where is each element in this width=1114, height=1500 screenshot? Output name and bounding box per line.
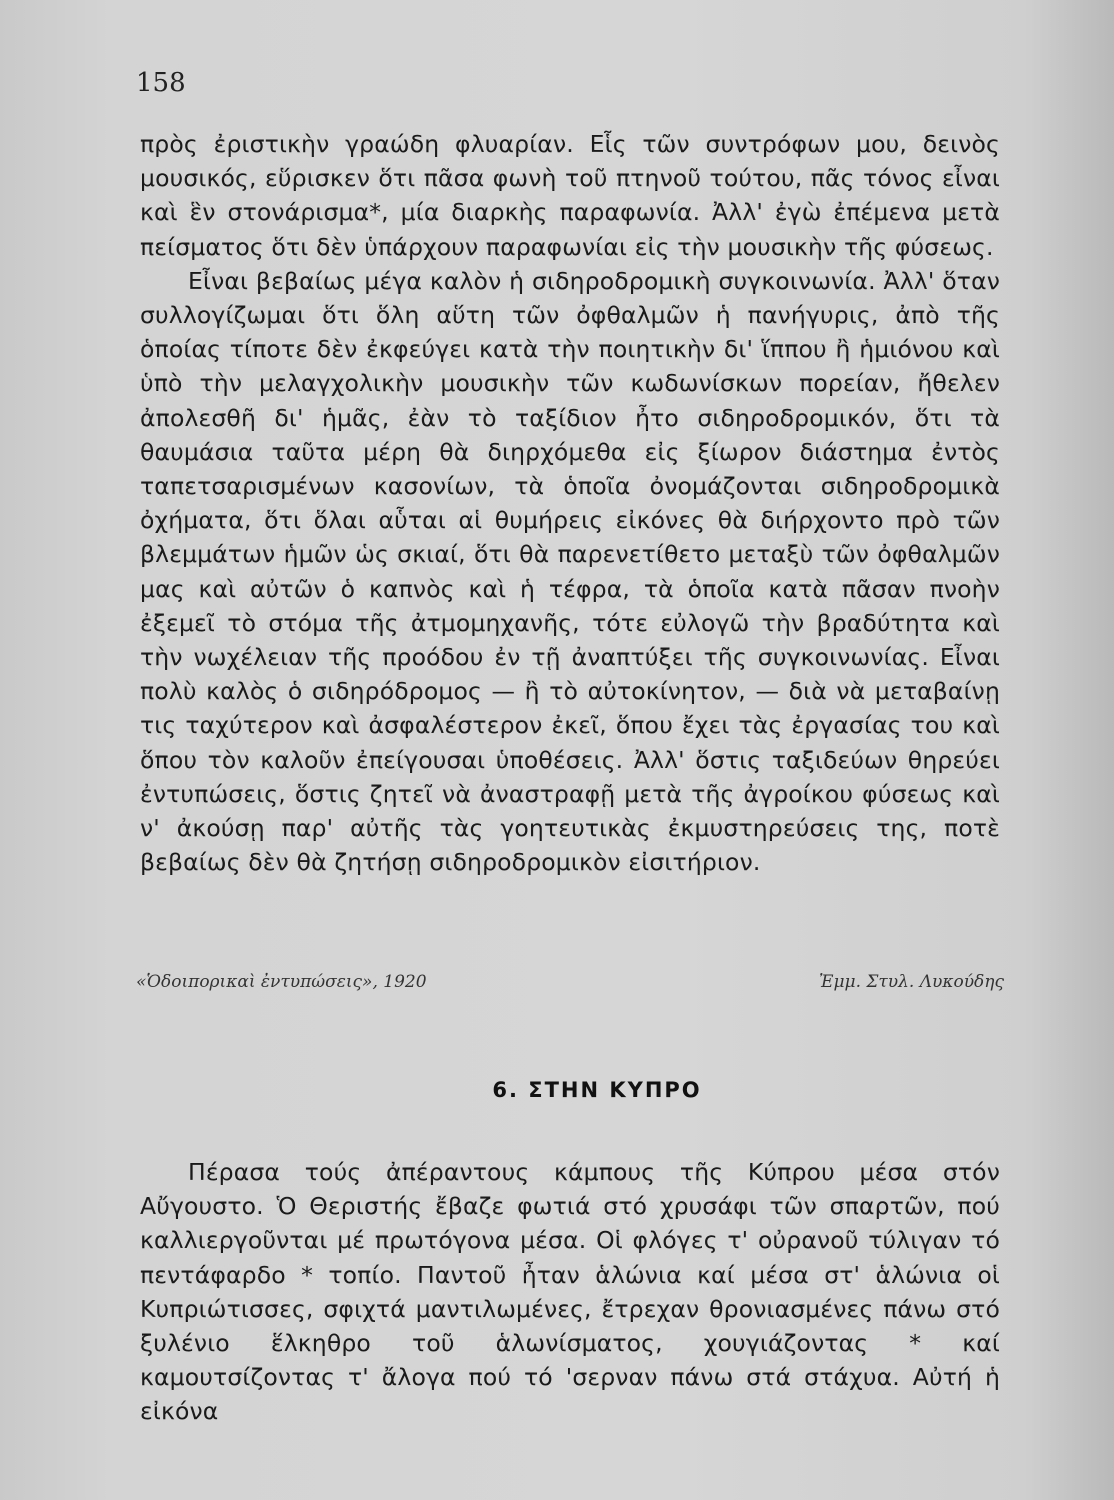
source-citation: «Ὁδοιπορικαὶ ἐντυπώσεις», 1920	[136, 972, 427, 992]
paragraph-1: πρὸς ἐριστικὴν γραώδη φλυαρίαν. Εἷς τῶν συντρόφων μου, δεινὸς μουσικός, εὕρισκεν ὅτι πᾶσα φωνὴ τοῦ πτηνοῦ τούτου, πᾶς τόνος εἶναι καὶ ἓν στονάρισμα*, μία διαρκὴς παραφωνία. Ἀλλ' ἐγὼ ἐπέμενα μετὰ πείσματος ὅτι δὲν ὑπάρχουν παραφωνίαι εἰς τὴν μουσικὴν τῆς φύσεως.	[140, 130, 1000, 261]
section-2-text	[140, 1155, 1000, 1429]
page-number: 158	[136, 68, 186, 98]
chapter-heading	[0, 1078, 1114, 1102]
citation-line	[136, 972, 1004, 992]
chapter-title: 6. ΣΤΗΝ ΚΥΠΡΟ	[492, 1078, 702, 1102]
paragraph-2: Εἶναι βεβαίως μέγα καλὸν ἡ σιδηροδρομικὴ συγκοινωνία. Ἀλλ' ὅταν συλλογίζωμαι ὅτι ὅλη αὕτη τῶν ὀφθαλμῶν ἡ πανήγυρις, ἀπὸ τῆς ὁποίας τίποτε δὲν ἐκφεύγει κατὰ τὴν ποιητικὴν δι' ἵππου ἢ ἡμιόνου καὶ ὑπὸ τὴν μελαγχολικὴν μουσικὴν τῶν κωδωνίσκων πορείαν, ἤθελεν ἀπολεσθῆ δι' ἡμᾶς, ἐὰν τὸ ταξίδιον ἦτο σιδηροδρομικόν, ὅτι τὰ θαυμάσια ταῦτα μέρη θὰ διηρχόμεθα εἰς ξίωρον διάστημα ἐντὸς ταπετσαρισμένων κασονίων, τὰ ὁποῖα ὀνομάζονται σιδηροδρομικὰ ὀχήματα, ὅτι ὅλαι αὗται αἱ θυμήρεις εἰκόνες θὰ διήρχοντο πρὸ τῶν βλεμμάτων ἡμῶν ὡς σκιαί, ὅτι θὰ παρενετίθετο μεταξὺ τῶν ὀφθαλμῶν μας καὶ αὐτῶν ὁ καπνὸς καὶ ἡ τέφρα, τὰ ὁποῖα κατὰ πᾶσαν πνοὴν ἐξεμεῖ τὸ στόμα τῆς ἀτμομηχανῆς, τότε εὐλογῶ τὴν βραδύτητα καὶ τὴν νωχέλειαν τῆς προόδου ἐν τῇ ἀναπτύξει τῆς συγκοινωνίας. Εἶναι πολὺ καλὸς ὁ σιδηρόδρομος — ἢ τὸ αὐτοκίνητον, — διὰ νὰ μεταβαίνῃ τις ταχύτερον καὶ ἀσφαλέστερον ἐκεῖ, ὅπου ἔχει τὰς ἐργασίας του καὶ ὅπου τὸν καλοῦν ἐπείγουσαι ὑποθέσεις. Ἀλλ' ὅστις ταξιδεύων θηρεύει ἐντυπώσεις, ὅστις ζητεῖ νὰ ἀναστραφῇ μετὰ τῆς ἀγροίκου φύσεως καὶ ν' ἀκούσῃ παρ' αὐτῆς τὰς γοητευτικὰς ἐκμυστηρεύσεις της, ποτὲ βεβαίως δὲν θὰ ζητήσῃ σιδηροδρομικὸν εἰσιτήριον.	[140, 266, 1000, 877]
author-name: Ἐμμ. Στυλ. Λυκούδης	[818, 972, 1004, 992]
paragraph-3: Πέρασα τούς ἀπέραντους κάμπους τῆς Κύπρου μέσα στόν Αὔγουστο. Ὁ Θεριστής ἔβαζε φωτιά στό χρυσάφι τῶν σπαρτῶν, πού καλλιεργοῦνται μέ πρωτόγονα μέσα. Οἱ φλόγες τ' οὐρανοῦ τύλιγαν τό πεντάφαρδο * τοπίο. Παντοῦ ἦταν ἁλώνια καί μέσα στ' ἁλώνια οἱ Κυπριώτισσες, σφιχτά μαντιλωμένες, ἔτρεχαν θρονιασμένες πάνω στό ξυλένιο ἕλκηθρο τοῦ ἁλωνίσματος, χουγιάζοντας * καί καμουτσίζοντας τ' ἄλογα πού τό 'σερναν πάνω στά στάχυα. Αὐτή ἡ εἰκόνα	[140, 1158, 1000, 1426]
section-1-text	[140, 127, 1000, 879]
